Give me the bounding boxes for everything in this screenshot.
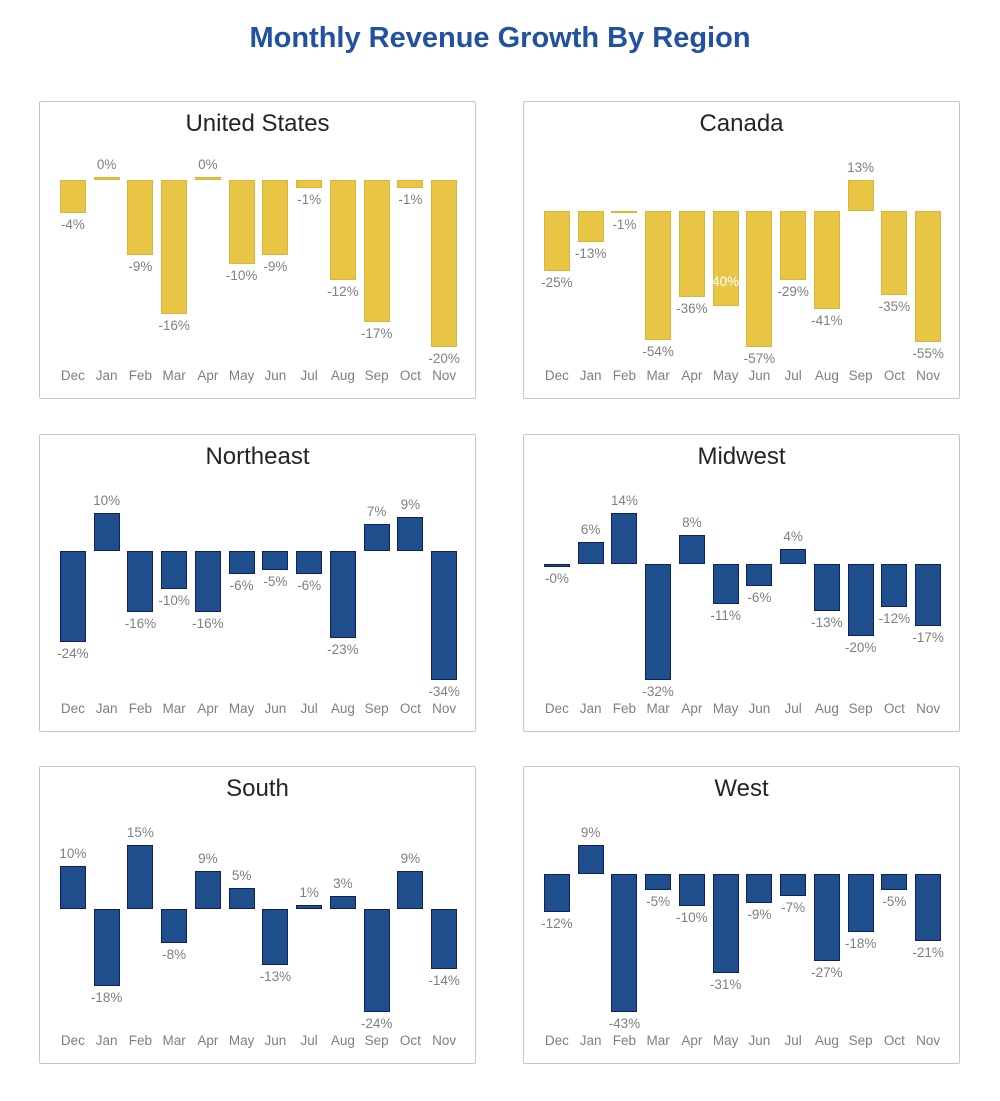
bar-value-label: -24% — [57, 646, 89, 662]
bar-value-label: 1% — [299, 884, 319, 900]
bar-northeast-mar[interactable] — [161, 551, 187, 589]
bar-value-label: -9% — [128, 259, 153, 275]
chart-panel-midwest — [523, 434, 960, 732]
x-axis-label-apr: Apr — [197, 1033, 219, 1048]
x-axis-label-aug: Aug — [814, 1033, 839, 1048]
bar-united-states-aug[interactable] — [330, 180, 356, 280]
bar-south-dec[interactable] — [60, 866, 86, 909]
bar-value-label: -10% — [225, 267, 258, 283]
x-axis-label-jan: Jan — [95, 1033, 118, 1048]
chart-title: Northeast — [205, 443, 310, 470]
bar-value-label: -6% — [747, 589, 772, 605]
chart-panel-canada — [523, 101, 960, 399]
bar-canada-feb[interactable] — [611, 211, 637, 213]
bar-west-sep[interactable] — [848, 874, 874, 932]
bar-northeast-sep[interactable] — [364, 524, 390, 551]
bar-northeast-may[interactable] — [229, 551, 255, 574]
x-axis-label-apr: Apr — [681, 701, 703, 716]
x-axis-label-mar: Mar — [162, 368, 186, 383]
bar-value-label: -12% — [541, 916, 573, 932]
bar-west-feb[interactable] — [611, 874, 637, 1012]
bar-midwest-jul[interactable] — [780, 549, 806, 564]
x-axis-label-jun: Jun — [264, 1033, 287, 1048]
x-axis-label-oct: Oct — [399, 701, 421, 716]
bar-northeast-feb[interactable] — [127, 551, 153, 612]
bar-value-label: -34% — [428, 684, 460, 699]
x-axis-label-jul: Jul — [300, 701, 318, 716]
bar-west-dec[interactable] — [544, 874, 570, 913]
x-axis-label-nov: Nov — [432, 701, 457, 716]
bar-midwest-oct[interactable] — [881, 564, 907, 608]
x-axis-label-feb: Feb — [128, 1033, 153, 1048]
bar-value-label: -35% — [878, 298, 911, 314]
bar-value-label: -13% — [259, 968, 292, 984]
x-axis-label-apr: Apr — [197, 368, 219, 383]
bar-value-label: 13% — [847, 160, 875, 175]
chart-panel-united-states — [39, 101, 476, 399]
x-axis-label-nov: Nov — [432, 368, 457, 383]
bar-value-label: -11% — [710, 607, 741, 623]
x-axis-label-oct: Oct — [883, 1033, 905, 1048]
bar-value-label: 7% — [366, 504, 387, 520]
bar-united-states-nov[interactable] — [431, 180, 457, 347]
chart-title: Canada — [699, 110, 784, 137]
x-axis-label-jan: Jan — [95, 368, 118, 383]
bar-south-jun[interactable] — [262, 909, 288, 965]
bar-value-label: -24% — [360, 1016, 393, 1031]
bar-value-label: -18% — [90, 990, 123, 1006]
x-axis-label-feb: Feb — [612, 1033, 637, 1048]
bar-canada-sep[interactable] — [848, 180, 874, 211]
chart-panel-west — [523, 766, 960, 1064]
bar-value-label: -12% — [878, 611, 911, 627]
bar-midwest-feb[interactable] — [611, 513, 637, 564]
bar-value-label: -7% — [781, 900, 806, 916]
bar-value-label: -14% — [428, 973, 460, 989]
x-axis-label-feb: Feb — [128, 368, 153, 383]
bar-value-label: 14% — [610, 493, 638, 508]
x-axis-label-mar: Mar — [646, 701, 670, 716]
x-axis-label-jun: Jun — [748, 1033, 771, 1048]
x-axis-label-sep: Sep — [848, 701, 873, 716]
x-axis-label-nov: Nov — [916, 368, 941, 383]
bar-canada-jul[interactable] — [780, 211, 806, 280]
bar-value-label: -17% — [912, 629, 944, 645]
bar-value-label: -1% — [612, 217, 637, 233]
x-axis-label-jun: Jun — [264, 701, 287, 716]
x-axis-label-may: May — [712, 701, 739, 716]
x-axis-label-sep: Sep — [364, 368, 389, 383]
x-axis-label-may: May — [712, 1033, 739, 1048]
bar-value-label: -25% — [541, 274, 573, 290]
bar-value-label: 4% — [783, 529, 803, 545]
bar-value-label: -20% — [844, 640, 877, 656]
bar-northeast-nov[interactable] — [431, 551, 457, 680]
x-axis-label-may: May — [228, 701, 255, 716]
bar-midwest-nov[interactable] — [915, 564, 941, 626]
bar-west-aug[interactable] — [814, 874, 840, 961]
bar-value-label: 15% — [126, 825, 154, 840]
bar-value-label: -0% — [544, 570, 569, 586]
bar-value-label: -57% — [743, 351, 776, 366]
bar-value-label: -8% — [162, 947, 187, 963]
bar-value-label: -6% — [229, 577, 254, 593]
bar-value-label: 10% — [93, 493, 121, 508]
bar-northeast-oct[interactable] — [397, 517, 423, 551]
bar-value-label: -27% — [811, 964, 843, 980]
bar-value-label: -6% — [297, 577, 322, 593]
bar-value-label: -12% — [327, 284, 359, 300]
x-axis-label-nov: Nov — [916, 1033, 941, 1048]
bar-value-label: -29% — [777, 284, 809, 300]
bar-value-label: 40% — [712, 274, 740, 290]
x-axis-label-jun: Jun — [748, 701, 771, 716]
bar-value-label: 8% — [682, 514, 702, 530]
x-axis-label-feb: Feb — [612, 368, 637, 383]
bar-united-states-dec[interactable] — [60, 180, 86, 213]
bar-west-oct[interactable] — [881, 874, 907, 890]
bar-value-label: -31% — [709, 977, 742, 993]
bar-canada-jan[interactable] — [578, 211, 604, 242]
bar-midwest-dec[interactable] — [544, 564, 570, 567]
bar-value-label: -23% — [327, 642, 359, 658]
bar-midwest-jun[interactable] — [746, 564, 772, 586]
bar-value-label: -1% — [297, 192, 322, 208]
bar-west-may[interactable] — [713, 874, 739, 974]
bar-value-label: -16% — [158, 317, 190, 333]
bar-value-label: -32% — [642, 684, 674, 699]
bar-value-label: 9% — [400, 496, 421, 512]
x-axis-label-oct: Oct — [399, 1033, 421, 1048]
x-axis-label-jan: Jan — [579, 701, 602, 716]
x-axis-label-jun: Jun — [264, 368, 287, 383]
bar-value-label: -43% — [608, 1016, 641, 1031]
bar-value-label: -9% — [263, 259, 288, 275]
bar-midwest-may[interactable] — [713, 564, 739, 604]
x-axis-label-apr: Apr — [681, 368, 703, 383]
bar-northeast-jan[interactable] — [94, 513, 120, 551]
bar-value-label: -17% — [360, 325, 393, 341]
bar-united-states-apr[interactable] — [195, 177, 221, 180]
x-axis-label-mar: Mar — [162, 1033, 186, 1048]
bar-united-states-sep[interactable] — [364, 180, 390, 322]
bar-canada-nov[interactable] — [915, 211, 941, 342]
x-axis-label-jul: Jul — [784, 1033, 802, 1048]
bar-west-jan[interactable] — [578, 845, 604, 874]
bar-value-label: 9% — [198, 850, 218, 866]
bar-value-label: -13% — [811, 615, 843, 631]
x-axis-label-mar: Mar — [162, 701, 186, 716]
chart-title: South — [226, 775, 289, 802]
x-axis-label-feb: Feb — [612, 701, 637, 716]
bar-south-oct[interactable] — [397, 871, 423, 910]
x-axis-label-apr: Apr — [681, 1033, 703, 1048]
bar-value-label: -41% — [811, 312, 843, 328]
x-axis-label-jul: Jul — [300, 368, 318, 383]
bar-value-label: -4% — [60, 217, 85, 233]
x-axis-label-mar: Mar — [646, 1033, 670, 1048]
bar-value-label: -55% — [912, 346, 944, 362]
bar-midwest-aug[interactable] — [814, 564, 840, 611]
bar-value-label: -10% — [158, 592, 190, 608]
chart-title: Midwest — [697, 443, 786, 470]
bar-canada-dec[interactable] — [544, 211, 570, 271]
bar-northeast-jul[interactable] — [296, 551, 322, 574]
bar-value-label: -10% — [676, 910, 708, 926]
bar-south-may[interactable] — [229, 888, 255, 909]
bar-united-states-feb[interactable] — [127, 180, 153, 255]
bar-west-mar[interactable] — [645, 874, 671, 890]
bar-canada-may[interactable] — [713, 211, 739, 306]
x-axis-label-dec: Dec — [60, 368, 85, 383]
bar-value-label: -1% — [398, 192, 423, 208]
x-axis-label-dec: Dec — [544, 701, 569, 716]
x-axis-label-oct: Oct — [399, 368, 421, 383]
x-axis-label-nov: Nov — [432, 1033, 457, 1048]
x-axis-label-dec: Dec — [60, 1033, 85, 1048]
bar-northeast-aug[interactable] — [330, 551, 356, 638]
bar-value-label: -5% — [646, 893, 671, 909]
bar-midwest-apr[interactable] — [679, 535, 705, 564]
x-axis-label-jan: Jan — [579, 368, 602, 383]
bar-value-label: -13% — [574, 246, 607, 262]
x-axis-label-may: May — [712, 368, 739, 383]
bar-united-states-mar[interactable] — [161, 180, 187, 314]
bar-value-label: 10% — [59, 846, 87, 862]
bar-value-label: 6% — [580, 522, 601, 538]
x-axis-label-may: May — [228, 368, 255, 383]
bar-value-label: -20% — [428, 351, 460, 366]
x-axis-label-jul: Jul — [784, 701, 802, 716]
bar-midwest-jan[interactable] — [578, 542, 604, 564]
bar-canada-jun[interactable] — [746, 211, 772, 347]
x-axis-label-jul: Jul — [784, 368, 802, 383]
x-axis-label-aug: Aug — [814, 368, 839, 383]
bar-west-apr[interactable] — [679, 874, 705, 906]
bar-value-label: 3% — [333, 876, 353, 892]
x-axis-label-sep: Sep — [848, 368, 873, 383]
page-title: Monthly Revenue Growth By Region — [249, 22, 751, 54]
bar-south-aug[interactable] — [330, 896, 356, 909]
bar-northeast-dec[interactable] — [60, 551, 86, 642]
x-axis-label-dec: Dec — [544, 368, 569, 383]
x-axis-label-jan: Jan — [95, 701, 118, 716]
chart-panel-south — [39, 766, 476, 1064]
bar-value-label: -36% — [676, 300, 708, 316]
bar-value-label: -5% — [882, 893, 907, 909]
x-axis-label-jul: Jul — [300, 1033, 318, 1048]
bar-value-label: 9% — [400, 850, 421, 866]
bar-south-mar[interactable] — [161, 909, 187, 943]
chart-title: West — [714, 775, 769, 802]
x-axis-label-aug: Aug — [330, 701, 355, 716]
bar-value-label: 5% — [231, 867, 252, 883]
bar-value-label: -54% — [642, 343, 674, 359]
bar-value-label: 0% — [96, 157, 117, 172]
x-axis-label-jun: Jun — [748, 368, 771, 383]
x-axis-label-may: May — [228, 1033, 255, 1048]
x-axis-label-aug: Aug — [330, 1033, 355, 1048]
bar-value-label: -5% — [263, 573, 288, 589]
bar-south-apr[interactable] — [195, 871, 221, 910]
chart-title: United States — [185, 110, 330, 137]
bar-united-states-jul[interactable] — [296, 180, 322, 188]
bar-value-label: 0% — [198, 157, 218, 172]
bar-west-jun[interactable] — [746, 874, 772, 903]
bar-northeast-apr[interactable] — [195, 551, 221, 612]
x-axis-label-dec: Dec — [60, 701, 85, 716]
x-axis-label-mar: Mar — [646, 368, 670, 383]
bar-south-jul[interactable] — [296, 905, 322, 909]
chart-panel-northeast — [39, 434, 476, 732]
bar-west-jul[interactable] — [780, 874, 806, 896]
bar-canada-mar[interactable] — [645, 211, 671, 340]
x-axis-label-aug: Aug — [330, 368, 355, 383]
x-axis-label-sep: Sep — [364, 1033, 389, 1048]
bar-value-label: 9% — [580, 825, 601, 840]
bar-value-label: -16% — [124, 615, 157, 631]
bar-united-states-jan[interactable] — [94, 177, 120, 180]
bar-west-nov[interactable] — [915, 874, 941, 941]
x-axis-label-dec: Dec — [544, 1033, 569, 1048]
x-axis-label-apr: Apr — [197, 701, 219, 716]
bar-value-label: -21% — [912, 945, 944, 961]
bar-south-jan[interactable] — [94, 909, 120, 986]
bar-value-label: -18% — [844, 935, 877, 951]
x-axis-label-sep: Sep — [848, 1033, 873, 1048]
bar-canada-apr[interactable] — [679, 211, 705, 297]
bar-midwest-mar[interactable] — [645, 564, 671, 680]
bar-south-nov[interactable] — [431, 909, 457, 969]
bar-canada-aug[interactable] — [814, 211, 840, 309]
x-axis-label-feb: Feb — [128, 701, 153, 716]
bar-south-sep[interactable] — [364, 909, 390, 1012]
x-axis-label-oct: Oct — [883, 368, 905, 383]
bar-canada-oct[interactable] — [881, 211, 907, 295]
bar-midwest-sep[interactable] — [848, 564, 874, 637]
bar-south-feb[interactable] — [127, 845, 153, 909]
bar-northeast-jun[interactable] — [262, 551, 288, 570]
bar-united-states-jun[interactable] — [262, 180, 288, 255]
x-axis-label-oct: Oct — [883, 701, 905, 716]
bar-united-states-may[interactable] — [229, 180, 255, 264]
x-axis-label-nov: Nov — [916, 701, 941, 716]
x-axis-label-sep: Sep — [364, 701, 389, 716]
bar-value-label: -9% — [747, 906, 772, 922]
bar-united-states-oct[interactable] — [397, 180, 423, 188]
x-axis-label-jan: Jan — [579, 1033, 602, 1048]
bar-value-label: -16% — [192, 615, 224, 631]
x-axis-label-aug: Aug — [814, 701, 839, 716]
